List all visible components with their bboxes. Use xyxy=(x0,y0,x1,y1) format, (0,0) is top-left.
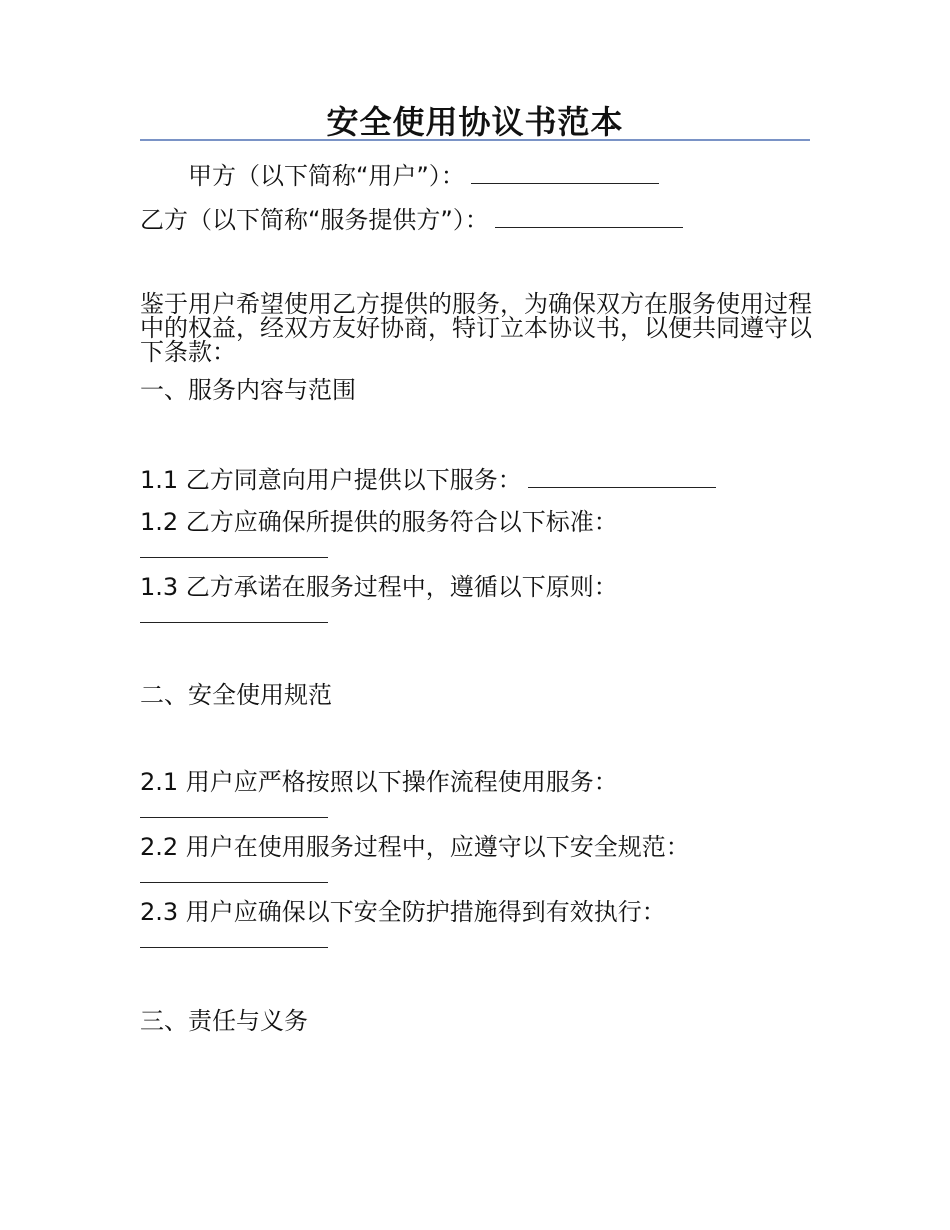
clause-2-2-text: 2.2 用户在使用服务过程中，应遵守以下安全规范： xyxy=(140,833,690,861)
party-b-line xyxy=(140,203,683,235)
clause-1-1-text: 1.1 乙方同意向用户提供以下服务： xyxy=(140,466,522,494)
intro-paragraph: 鉴于用户希望使用乙方提供的服务，为确保双方在服务使用过程中的权益，经双方友好协商，特订立本协议书，以便共同遵守以下条款： xyxy=(140,290,812,366)
clause-1-3-blank xyxy=(140,622,328,623)
clause-1-3-text: 1.3 乙方承诺在服务过程中，遵循以下原则： xyxy=(140,573,618,601)
title-underline xyxy=(140,139,810,141)
clause-2-3-blank xyxy=(140,947,328,948)
section-3-heading: 三、责任与义务 xyxy=(140,1007,308,1035)
section-2-heading: 二、安全使用规范 xyxy=(140,681,332,709)
party-b-blank xyxy=(495,203,683,228)
clause-2-2-blank xyxy=(140,882,328,883)
party-b-label: 乙方（以下简称“服务提供方”）： xyxy=(140,206,489,234)
party-a-label: 甲方（以下简称“用户”）： xyxy=(188,162,465,190)
clause-1-2-text: 1.2 乙方应确保所提供的服务符合以下标准： xyxy=(140,508,618,536)
party-a-line xyxy=(140,159,659,191)
party-a-blank xyxy=(471,159,659,184)
clause-2-3-text: 2.3 用户应确保以下安全防护措施得到有效执行： xyxy=(140,898,666,926)
clause-2-1-blank xyxy=(140,817,328,818)
clause-1-2-blank xyxy=(140,557,328,558)
clause-2-1-text: 2.1 用户应严格按照以下操作流程使用服务： xyxy=(140,768,618,796)
section-1-heading: 一、服务内容与范围 xyxy=(140,376,356,404)
document-title: 安全使用协议书范本 xyxy=(326,103,624,141)
clause-1-1-blank xyxy=(528,463,716,488)
clause-1-1 xyxy=(140,463,716,495)
